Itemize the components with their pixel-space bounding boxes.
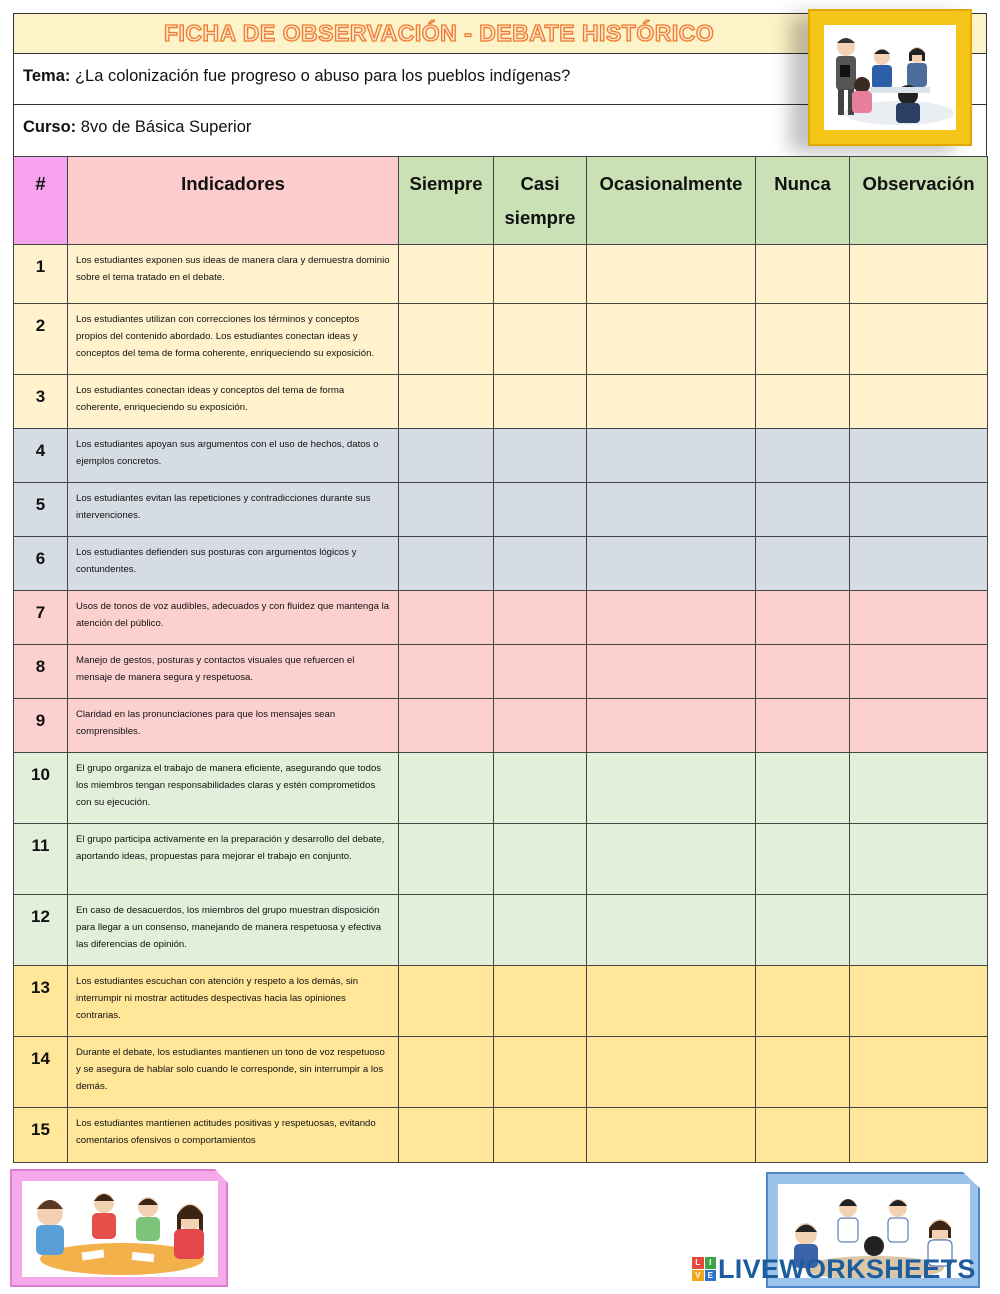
table-row <box>14 537 988 591</box>
cell-nunca[interactable] <box>756 537 850 591</box>
cell-observacion[interactable] <box>850 1108 988 1163</box>
header-ocasionalmente: Ocasionalmente <box>587 157 756 245</box>
cell-siempre[interactable] <box>399 245 494 304</box>
cell-ocasionalmente[interactable] <box>587 591 756 645</box>
cell-siempre[interactable] <box>399 824 494 895</box>
row-indicator: Claridad en las pronunciaciones para que los mensajes sean comprensibles. <box>68 699 399 753</box>
table-row <box>14 699 988 753</box>
row-indicator: Los estudiantes utilizan con correcciones los términos y conceptos propios del contenido abordado. Los estudiantes conectan ideas y conceptos del tema de forma coherente, enriqueciendo su exposición. <box>68 304 399 375</box>
cell-observacion[interactable] <box>850 1037 988 1108</box>
row-number: 14 <box>14 1037 68 1108</box>
cell-nunca[interactable] <box>756 245 850 304</box>
row-number: 13 <box>14 966 68 1037</box>
table-row <box>14 245 988 304</box>
cell-siempre[interactable] <box>399 375 494 429</box>
cell-nunca[interactable] <box>756 966 850 1037</box>
table-row <box>14 824 988 895</box>
row-indicator: Los estudiantes conectan ideas y conceptos del tema de forma coherente, enriqueciendo su exposición. <box>68 375 399 429</box>
row-number: 10 <box>14 753 68 824</box>
cell-casi-siempre[interactable] <box>494 699 587 753</box>
table-row <box>14 429 988 483</box>
cell-ocasionalmente[interactable] <box>587 375 756 429</box>
row-number: 9 <box>14 699 68 753</box>
table-row <box>14 1037 988 1108</box>
row-number: 15 <box>14 1108 68 1163</box>
row-number: 2 <box>14 304 68 375</box>
children-studying-icon <box>22 1181 218 1277</box>
row-indicator: El grupo organiza el trabajo de manera eficiente, asegurando que todos los miembros tengan responsabilidades claras y estén comprometidos con su ejecución. <box>68 753 399 824</box>
meeting-illustration-frame <box>808 9 972 146</box>
row-indicator: Los estudiantes apoyan sus argumentos con el uso de hechos, datos o ejemplos concretos. <box>68 429 399 483</box>
row-indicator: Los estudiantes evitan las repeticiones y contradicciones durante sus intervenciones. <box>68 483 399 537</box>
table-row <box>14 645 988 699</box>
table-row <box>14 966 988 1037</box>
cell-observacion[interactable] <box>850 245 988 304</box>
cell-observacion[interactable] <box>850 895 988 966</box>
cell-observacion[interactable] <box>850 591 988 645</box>
cell-casi-siempre[interactable] <box>494 375 587 429</box>
cell-nunca[interactable] <box>756 824 850 895</box>
row-indicator: Los estudiantes mantienen actitudes positivas y respetuosas, evitando comentarios ofensivos o comportamientos <box>68 1108 399 1163</box>
meeting-people-icon <box>824 25 956 130</box>
cell-casi-siempre[interactable] <box>494 483 587 537</box>
cell-ocasionalmente[interactable] <box>587 824 756 895</box>
cell-siempre[interactable] <box>399 591 494 645</box>
tema-text <box>23 67 570 86</box>
curso-label: Curso: <box>23 118 77 136</box>
row-number: 1 <box>14 245 68 304</box>
cell-observacion[interactable] <box>850 966 988 1037</box>
row-number: 4 <box>14 429 68 483</box>
header-siempre: Siempre <box>399 157 494 245</box>
cell-casi-siempre[interactable] <box>494 645 587 699</box>
table-row <box>14 753 988 824</box>
table-row <box>14 591 988 645</box>
cell-observacion[interactable] <box>850 429 988 483</box>
cell-nunca[interactable] <box>756 895 850 966</box>
cell-observacion[interactable] <box>850 645 988 699</box>
liveworksheets-logo-icon: L I V E <box>692 1257 716 1281</box>
cell-siempre[interactable] <box>399 1037 494 1108</box>
cell-ocasionalmente[interactable] <box>587 537 756 591</box>
row-number: 6 <box>14 537 68 591</box>
cell-nunca[interactable] <box>756 429 850 483</box>
row-number: 11 <box>14 824 68 895</box>
cell-casi-siempre[interactable] <box>494 537 587 591</box>
cell-casi-siempre[interactable] <box>494 245 587 304</box>
cell-nunca[interactable] <box>756 1108 850 1163</box>
cell-ocasionalmente[interactable] <box>587 645 756 699</box>
cell-ocasionalmente[interactable] <box>587 1108 756 1163</box>
cell-ocasionalmente[interactable] <box>587 1037 756 1108</box>
cell-casi-siempre[interactable] <box>494 591 587 645</box>
cell-observacion[interactable] <box>850 375 988 429</box>
cell-ocasionalmente[interactable] <box>587 429 756 483</box>
row-number: 12 <box>14 895 68 966</box>
table-row <box>14 375 988 429</box>
cell-ocasionalmente[interactable] <box>587 753 756 824</box>
cell-siempre[interactable] <box>399 699 494 753</box>
cell-nunca[interactable] <box>756 699 850 753</box>
cell-observacion[interactable] <box>850 304 988 375</box>
cell-observacion[interactable] <box>850 483 988 537</box>
row-indicator: Los estudiantes exponen sus ideas de manera clara y demuestra dominio sobre el tema tratado en el debate. <box>68 245 399 304</box>
children-illustration-frame <box>10 1169 228 1287</box>
cell-nunca[interactable] <box>756 304 850 375</box>
cell-siempre[interactable] <box>399 429 494 483</box>
observation-table <box>13 156 988 1163</box>
cell-siempre[interactable] <box>399 753 494 824</box>
row-indicator: En caso de desacuerdos, los miembros del grupo muestran disposición para llegar a un consenso, manejando de manera respetuosa y efectiva las diferencias de opinión. <box>68 895 399 966</box>
page-title: FICHA DE OBSERVACIÓN - DEBATE HISTÓRICO <box>164 20 715 46</box>
curso-value: 8vo de Básica Superior <box>80 118 252 136</box>
cell-siempre[interactable] <box>399 1108 494 1163</box>
row-number: 5 <box>14 483 68 537</box>
cell-ocasionalmente[interactable] <box>587 304 756 375</box>
row-indicator: Los estudiantes escuchan con atención y respeto a los demás, sin interrumpir ni mostrar actitudes despectivas hacia las opiniones contrarias. <box>68 966 399 1037</box>
cell-siempre[interactable] <box>399 966 494 1037</box>
curso-text <box>23 118 251 137</box>
cell-casi-siempre[interactable] <box>494 1037 587 1108</box>
cell-nunca[interactable] <box>756 483 850 537</box>
cell-observacion[interactable] <box>850 699 988 753</box>
cell-ocasionalmente[interactable] <box>587 966 756 1037</box>
cell-casi-siempre[interactable] <box>494 1108 587 1163</box>
cell-casi-siempre[interactable] <box>494 895 587 966</box>
header-observacion: Observación <box>850 157 988 245</box>
header-indicadores: Indicadores <box>68 157 399 245</box>
header-nunca: Nunca <box>756 157 850 245</box>
cell-observacion[interactable] <box>850 824 988 895</box>
cell-siempre[interactable] <box>399 483 494 537</box>
table-row <box>14 483 988 537</box>
row-indicator: Manejo de gestos, posturas y contactos visuales que refuercen el mensaje de manera segura y respetuosa. <box>68 645 399 699</box>
cell-nunca[interactable] <box>756 645 850 699</box>
row-indicator: Usos de tonos de voz audibles, adecuados y con fluidez que mantenga la atención del público. <box>68 591 399 645</box>
row-number: 8 <box>14 645 68 699</box>
table-header-row <box>14 157 988 245</box>
cell-observacion[interactable] <box>850 537 988 591</box>
cell-ocasionalmente[interactable] <box>587 895 756 966</box>
children-illustration <box>22 1181 218 1277</box>
cell-casi-siempre[interactable] <box>494 824 587 895</box>
cell-casi-siempre[interactable] <box>494 304 587 375</box>
tema-value: ¿La colonización fue progreso o abuso para los pueblos indígenas? <box>74 67 571 85</box>
row-indicator: Los estudiantes defienden sus posturas con argumentos lógicos y contundentes. <box>68 537 399 591</box>
cell-observacion[interactable] <box>850 753 988 824</box>
row-number: 7 <box>14 591 68 645</box>
cell-siempre[interactable] <box>399 304 494 375</box>
row-indicator: El grupo participa activamente en la preparación y desarrollo del debate, aportando ideas, propuestas para mejorar el trabajo en conjunto. <box>68 824 399 895</box>
cell-ocasionalmente[interactable] <box>587 699 756 753</box>
cell-nunca[interactable] <box>756 753 850 824</box>
table-row <box>14 895 988 966</box>
liveworksheets-logo <box>692 1253 976 1285</box>
cell-casi-siempre[interactable] <box>494 753 587 824</box>
liveworksheets-logo-text: LIVEWORKSHEETS <box>718 1253 976 1284</box>
tema-label: Tema: <box>23 67 71 85</box>
cell-siempre[interactable] <box>399 645 494 699</box>
cell-casi-siempre[interactable] <box>494 966 587 1037</box>
header-num: # <box>14 157 68 245</box>
header-casi-siempre: Casi siempre <box>494 157 587 245</box>
cell-ocasionalmente[interactable] <box>587 483 756 537</box>
cell-ocasionalmente[interactable] <box>587 245 756 304</box>
row-number: 3 <box>14 375 68 429</box>
table-row <box>14 1108 988 1163</box>
cell-nunca[interactable] <box>756 591 850 645</box>
table-row <box>14 304 988 375</box>
meeting-illustration <box>824 25 956 130</box>
row-indicator: Durante el debate, los estudiantes mantienen un tono de voz respetuoso y se asegura de hablar solo cuando le corresponde, sin interrumpir a los demás. <box>68 1037 399 1108</box>
cell-siempre[interactable] <box>399 537 494 591</box>
cell-siempre[interactable] <box>399 895 494 966</box>
cell-nunca[interactable] <box>756 375 850 429</box>
cell-casi-siempre[interactable] <box>494 429 587 483</box>
cell-nunca[interactable] <box>756 1037 850 1108</box>
